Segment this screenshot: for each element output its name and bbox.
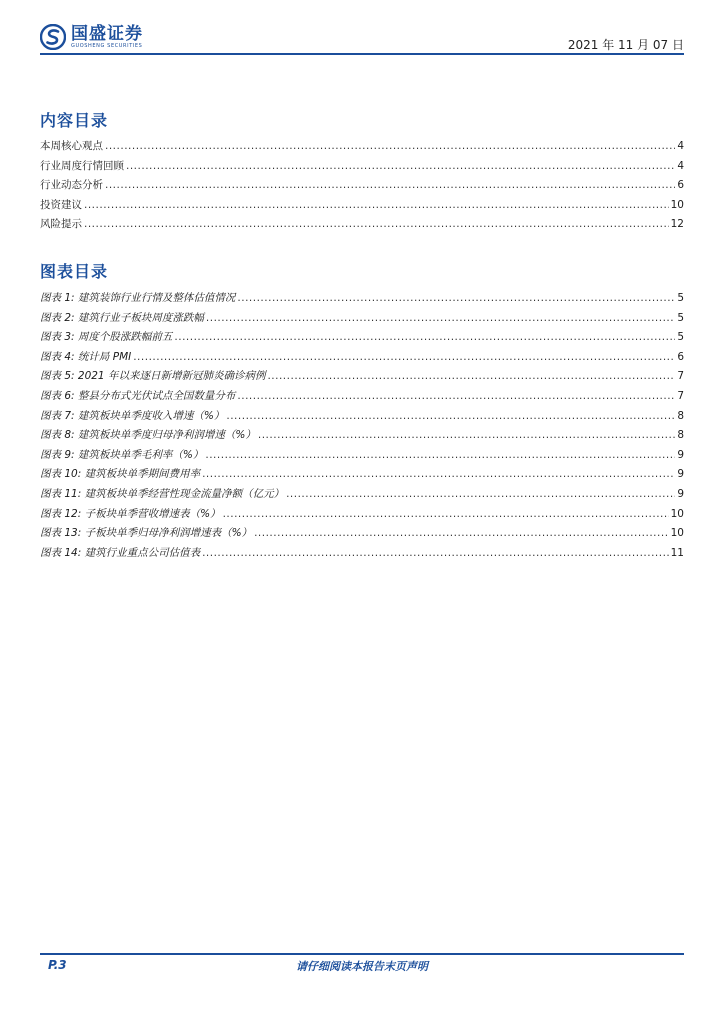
leader-dots	[226, 410, 675, 422]
figure-item[interactable]	[40, 408, 684, 428]
contents-item-page: 4	[677, 159, 684, 172]
figure-item-label: 图表 13: 子板块单季归母净利润增速表（%）	[40, 527, 253, 540]
leader-dots	[202, 547, 669, 559]
leader-dots	[223, 508, 669, 520]
figures-list	[40, 290, 684, 564]
leader-dots	[105, 179, 675, 191]
header-divider	[40, 53, 684, 55]
leader-dots	[267, 370, 675, 382]
contents-title: 内容目录	[40, 111, 109, 130]
contents-item-page: 6	[677, 179, 684, 192]
figure-item-label: 图表 10: 建筑板块单季期间费用率	[40, 468, 201, 481]
leader-dots	[105, 140, 675, 152]
contents-item[interactable]	[40, 177, 684, 197]
figure-item[interactable]	[40, 486, 684, 506]
figure-item-page: 5	[677, 331, 684, 344]
leader-dots	[258, 429, 675, 441]
contents-item-label: 风险提示	[40, 218, 82, 231]
leader-dots	[174, 331, 675, 343]
figure-item[interactable]	[40, 368, 684, 388]
figure-item-page: 5	[677, 292, 684, 304]
figures-title: 图表目录	[40, 262, 109, 281]
figure-item-label: 图表 5: 2021 年以来逐日新增新冠肺炎确诊病例	[40, 370, 266, 383]
figure-item-page: 9	[677, 487, 684, 500]
figure-item-page: 8	[677, 409, 684, 422]
page-header	[40, 18, 684, 56]
leader-dots	[205, 449, 675, 461]
contents-item-page: 12	[670, 218, 684, 231]
figure-item-label: 图表 8: 建筑板块单季度归母净利润增速（%）	[40, 429, 256, 442]
contents-item[interactable]	[40, 197, 684, 217]
page-number: P.3	[48, 958, 67, 972]
company-logo	[40, 22, 143, 52]
figure-item-page: 10	[670, 507, 684, 520]
figure-item-page: 9	[677, 468, 684, 481]
figure-item-label: 图表 7: 建筑板块单季度收入增速（%）	[40, 409, 225, 422]
figure-item-label: 图表 1: 建筑装饰行业行情及整体估值情况	[40, 292, 236, 304]
leader-dots	[133, 351, 675, 363]
leader-dots	[206, 312, 675, 324]
figure-item-page: 5	[677, 311, 684, 324]
figure-item[interactable]	[40, 310, 684, 330]
figure-item[interactable]	[40, 388, 684, 408]
contents-item-label: 投资建议	[40, 198, 82, 211]
figure-item[interactable]	[40, 545, 684, 565]
leader-dots	[202, 468, 675, 480]
footer-divider	[40, 953, 684, 955]
figure-item-label: 图表 9: 建筑板块单季毛利率（%）	[40, 448, 204, 461]
leader-dots	[254, 527, 669, 539]
figure-item[interactable]	[40, 427, 684, 447]
contents-list	[40, 138, 684, 236]
logo-name-cn: 国盛证券	[71, 23, 143, 44]
contents-item[interactable]	[40, 216, 684, 236]
figure-item-label: 图表 12: 子板块单季营收增速表（%）	[40, 507, 221, 520]
figure-item-page: 11	[670, 546, 684, 559]
contents-item[interactable]	[40, 158, 684, 178]
figure-item-label: 图表 4: 统计局 PMI	[40, 350, 132, 363]
leader-dots	[237, 390, 675, 402]
figure-item-label: 图表 11: 建筑板块单季经营性现金流量净额（亿元）	[40, 487, 285, 500]
figure-item-page: 7	[677, 389, 684, 402]
figure-item-page: 7	[677, 370, 684, 383]
contents-item-label: 本周核心观点	[40, 140, 103, 152]
figure-item-page: 9	[677, 448, 684, 461]
contents-item-page: 4	[677, 140, 684, 152]
figure-item-page: 8	[677, 429, 684, 442]
leader-dots	[84, 199, 669, 211]
figure-item-label: 图表 14: 建筑行业重点公司估值表	[40, 546, 201, 559]
figure-item[interactable]	[40, 506, 684, 526]
figure-item[interactable]	[40, 525, 684, 545]
figure-item[interactable]	[40, 466, 684, 486]
leader-dots	[237, 292, 675, 304]
figure-item-page: 10	[670, 527, 684, 540]
footer-disclaimer-note: 请仔细阅读本报告末页声明	[296, 960, 428, 973]
figure-item-label: 图表 3: 周度个股涨跌幅前五	[40, 331, 173, 344]
logo-mark-icon	[40, 24, 66, 50]
report-date: 2021 年 11 月 07 日	[567, 38, 684, 52]
contents-item-page: 10	[670, 198, 684, 211]
figure-item-page: 6	[677, 350, 684, 363]
leader-dots	[126, 160, 675, 172]
contents-item-label: 行业周度行情回顾	[40, 159, 124, 172]
figure-item-label: 图表 6: 整县分布式光伏试点全国数量分布	[40, 389, 236, 402]
leader-dots	[286, 488, 675, 500]
figure-item[interactable]	[40, 349, 684, 369]
contents-item-label: 行业动态分析	[40, 179, 103, 192]
contents-item[interactable]	[40, 138, 684, 158]
figure-item[interactable]	[40, 290, 684, 310]
figure-item[interactable]	[40, 329, 684, 349]
logo-name-en: GUOSHENG SECURITIES	[71, 42, 143, 49]
figure-item[interactable]	[40, 447, 684, 467]
leader-dots	[84, 218, 669, 230]
figure-item-label: 图表 2: 建筑行业子板块周度涨跌幅	[40, 311, 204, 324]
